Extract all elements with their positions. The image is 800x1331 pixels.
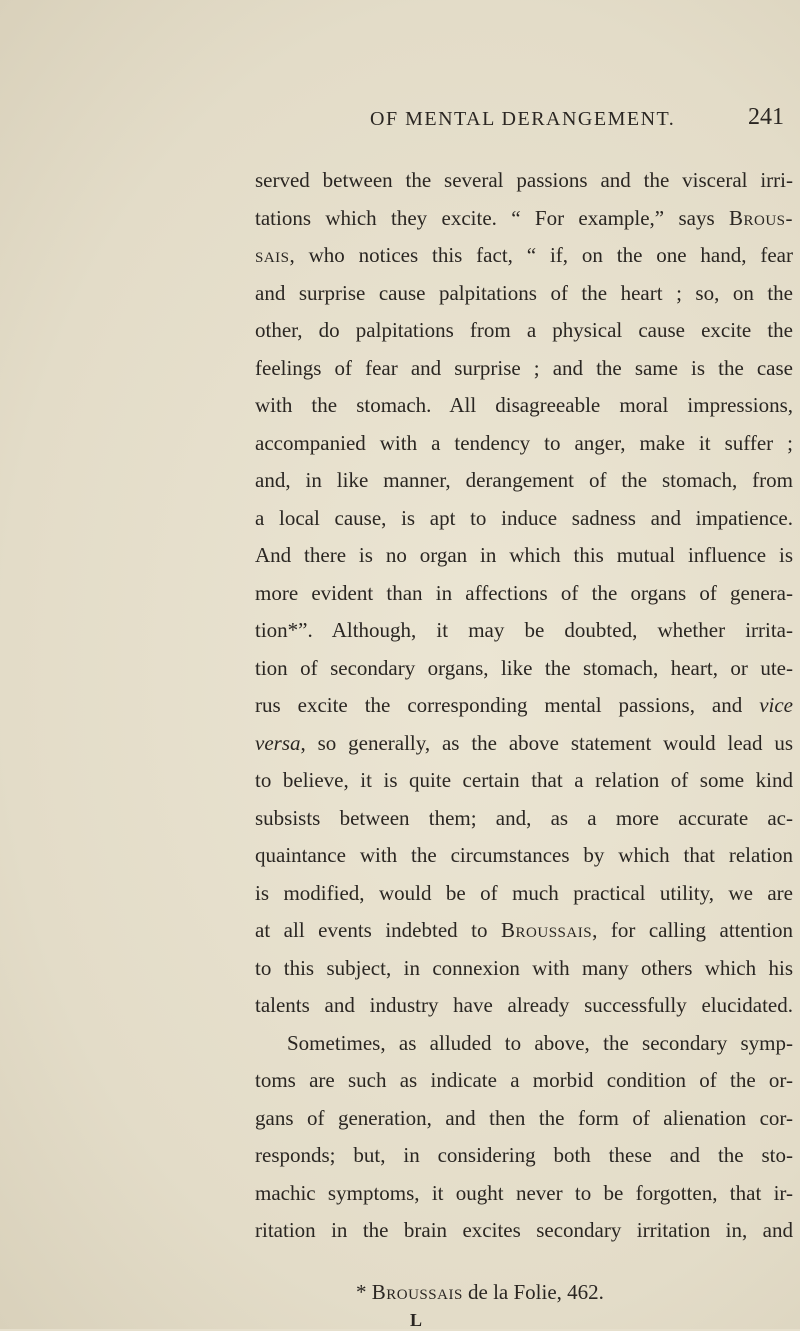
- text-line: [255, 650, 793, 688]
- text-segment: tations which they excite. “ For example,” says: [255, 205, 729, 230]
- footnote-author: Broussais: [371, 1280, 463, 1304]
- running-title: OF MENTAL DERANGEMENT.: [370, 108, 676, 130]
- text-segment: Broussais: [501, 918, 593, 942]
- text-line: [255, 687, 793, 725]
- text-segment: to believe, it is quite certain that a relation of some kind: [255, 768, 793, 792]
- text-line: [255, 800, 793, 838]
- text-line: [255, 725, 793, 763]
- text-line: [255, 387, 793, 425]
- text-line: [255, 350, 793, 388]
- text-segment: responds; but, in considering both these and the sto-: [255, 1143, 793, 1167]
- text-segment: toms are such as indicate a morbid condition of the or-: [255, 1068, 793, 1092]
- text-line: [255, 462, 793, 500]
- text-segment: Sometimes, as alluded to above, the secondary symp-: [287, 1030, 793, 1055]
- text-line: [255, 575, 793, 613]
- text-segment: tion*”. Although, it may be doubted, whether irrita-: [255, 618, 793, 642]
- footnote: [356, 1280, 604, 1305]
- text-line: [255, 912, 793, 950]
- text-line: [255, 987, 793, 1025]
- text-line: [255, 1025, 793, 1063]
- text-line: [255, 837, 793, 875]
- text-line: [255, 1100, 793, 1138]
- text-segment: and, in like manner, derangement of the stomach, from: [255, 468, 793, 492]
- text-segment: more evident than in affections of the organs of genera-: [255, 580, 793, 605]
- text-segment: ritation in the brain excites secondary irritation in, and: [255, 1218, 793, 1242]
- footnote-mark: *: [356, 1280, 372, 1304]
- text-segment: subsists between them; and, as a more accurate ac-: [255, 805, 793, 830]
- text-line: [255, 500, 793, 538]
- text-segment: a local cause, is apt to induce sadness and impatience.: [255, 505, 793, 530]
- text-line: [255, 950, 793, 988]
- text-segment: talents and industry have already successfully elucidated.: [255, 993, 793, 1017]
- text-segment: , so generally, as the above statement would lead us: [300, 730, 793, 755]
- text-segment: and surprise cause palpitations of the heart ; so, on the: [255, 280, 793, 305]
- text-segment: And there is no organ in which this mutual influence is: [255, 543, 793, 567]
- text-line: [255, 162, 793, 200]
- text-segment: other, do palpitations from a physical cause excite the: [255, 318, 793, 342]
- text-line: [255, 200, 793, 238]
- text-segment: to this subject, in connexion with many others which his: [255, 955, 793, 980]
- text-segment: feelings of fear and surprise ; and the same is the case: [255, 355, 793, 380]
- text-segment: quaintance with the circumstances by which that relation: [255, 843, 793, 867]
- text-line: [255, 1212, 793, 1250]
- page-number: 241: [748, 104, 784, 130]
- text-line: [255, 1175, 793, 1213]
- text-segment: gans of generation, and then the form of alienation cor-: [255, 1105, 793, 1130]
- text-segment: with the stomach. All disagreeable moral impressions,: [255, 393, 793, 417]
- text-segment: versa: [255, 730, 301, 755]
- text-segment: is modified, would be of much practical utility, we are: [255, 880, 793, 905]
- text-segment: accompanied with a tendency to anger, make it suffer ;: [255, 430, 793, 455]
- text-segment: at all events indebted to: [255, 918, 502, 942]
- text-segment: , for calling attention: [592, 918, 793, 942]
- text-line: [255, 762, 793, 800]
- text-segment: machic symptoms, it ought never to be forgotten, that ir-: [255, 1180, 793, 1205]
- text-segment: Brous-: [728, 205, 793, 230]
- text-line: [255, 537, 793, 575]
- text-line: [255, 275, 793, 313]
- body-text: [255, 162, 793, 1250]
- text-segment: , who notices this fact, “ if, on the one hand, fear: [289, 243, 793, 267]
- text-segment: rus excite the corresponding mental passions, and: [255, 693, 760, 717]
- text-line: [255, 875, 793, 913]
- text-line: [255, 1137, 793, 1175]
- text-line: [255, 237, 793, 275]
- text-segment: tion of secondary organs, like the stomach, heart, or ute-: [255, 655, 793, 680]
- text-segment: vice: [759, 693, 793, 717]
- text-segment: sais: [255, 243, 290, 267]
- text-segment: served between the several passions and the visceral irri-: [255, 168, 793, 192]
- signature-mark: L: [410, 1310, 423, 1330]
- footnote-text: de la Folie, 462.: [462, 1280, 604, 1304]
- text-line: [255, 612, 793, 650]
- text-line: [255, 425, 793, 463]
- text-line: [255, 312, 793, 350]
- text-line: [255, 1062, 793, 1100]
